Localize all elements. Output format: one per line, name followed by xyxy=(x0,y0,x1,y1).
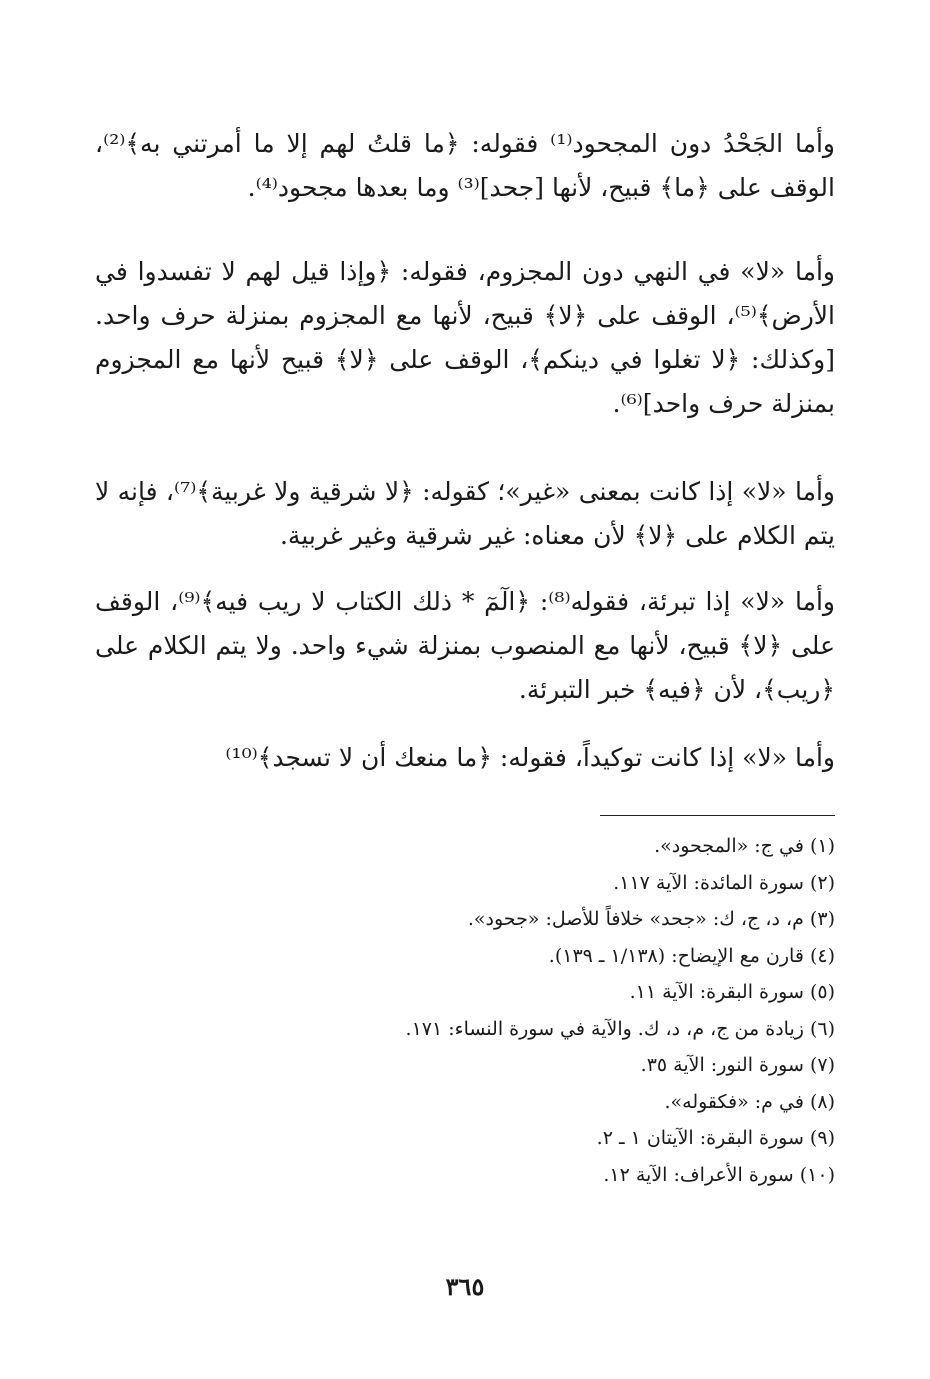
footnote-4: (٤) قارن مع الإيضاح: (١/١٣٨ ـ ١٣٩). xyxy=(548,944,835,967)
paragraph-2: وأما «لا» في النهي دون المجزوم، فقوله: ﴿وإذا قيل لهم لا تفسدوا في الأرض﴾⁽⁵⁾، الوقف على ﴿لا﴾ قبيح، لأنها مع المجزوم بمنزلة حرف واحد. [وكذلك: ﴿لا تغلوا في دينكم﴾، الوقف على ﴿لا﴾ قبيح لأنها مع المجزوم بمنزلة حرف واحد]⁽⁶⁾. xyxy=(95,257,835,418)
footnotes-list xyxy=(95,828,835,1193)
paragraph-3: وأما «لا» إذا كانت بمعنى «غير»؛ كقوله: ﴿لا شرقية ولا غربية﴾⁽⁷⁾، فإنه لا يتم الكلام على ﴿لا﴾ لأن معناه: غير شرقية وغير غربية. xyxy=(95,477,835,550)
paragraph-5: وأما «لا» إذا كانت توكيداً، فقوله: ﴿ما منعك أن لا تسجد﴾⁽¹⁰⁾ xyxy=(225,743,835,772)
footnote-10: (١٠) سورة الأعراف: الآية ١٢. xyxy=(603,1163,835,1186)
footnote-6: (٦) زيادة من ج، م، د، ك. والآية في سورة النساء: ١٧١. xyxy=(405,1017,835,1040)
footnote-9: (٩) سورة البقرة: الآيتان ١ ـ ٢. xyxy=(596,1127,835,1149)
footnote-3: (٣) م، د، ج، ك: «جحد» خلافاً للأصل: «جحود». xyxy=(467,908,835,930)
paragraph-1: وأما الجَحْدُ دون المجحود⁽¹⁾ فقوله: ﴿ما قلتُ لهم إلا ما أمرتني به﴾⁽²⁾، الوقف على ﴿ما﴾ قبيح، لأنها [جحد]⁽³⁾ وما بعدها مجحود⁽⁴⁾. xyxy=(95,129,835,202)
footnote-2: (٢) سورة المائدة: الآية ١١٧. xyxy=(613,871,835,894)
footnote-separator xyxy=(600,815,835,816)
footnote-5: (٥) سورة البقرة: الآية ١١. xyxy=(629,981,835,1003)
page-number: ٣٦٥ xyxy=(445,1272,485,1301)
footnote-8: (٨) في م: «فكقوله». xyxy=(664,1090,835,1113)
paragraph-4: وأما «لا» إذا تبرئة، فقوله⁽⁸⁾: ﴿الٓمٓ * ذلك الكتاب لا ريب فيه﴾⁽⁹⁾، الوقف على ﴿لا﴾ قبيح، لأنها مع المنصوب بمنزلة شيء واحد. ولا يتم الكلام على ﴿ريب﴾، لأن ﴿فيه﴾ خبر التبرئة. xyxy=(95,587,835,704)
footnote-7: (٧) سورة النور: الآية ٣٥. xyxy=(640,1054,835,1076)
footnote-1: (١) في ج: «المجحود». xyxy=(654,835,835,857)
